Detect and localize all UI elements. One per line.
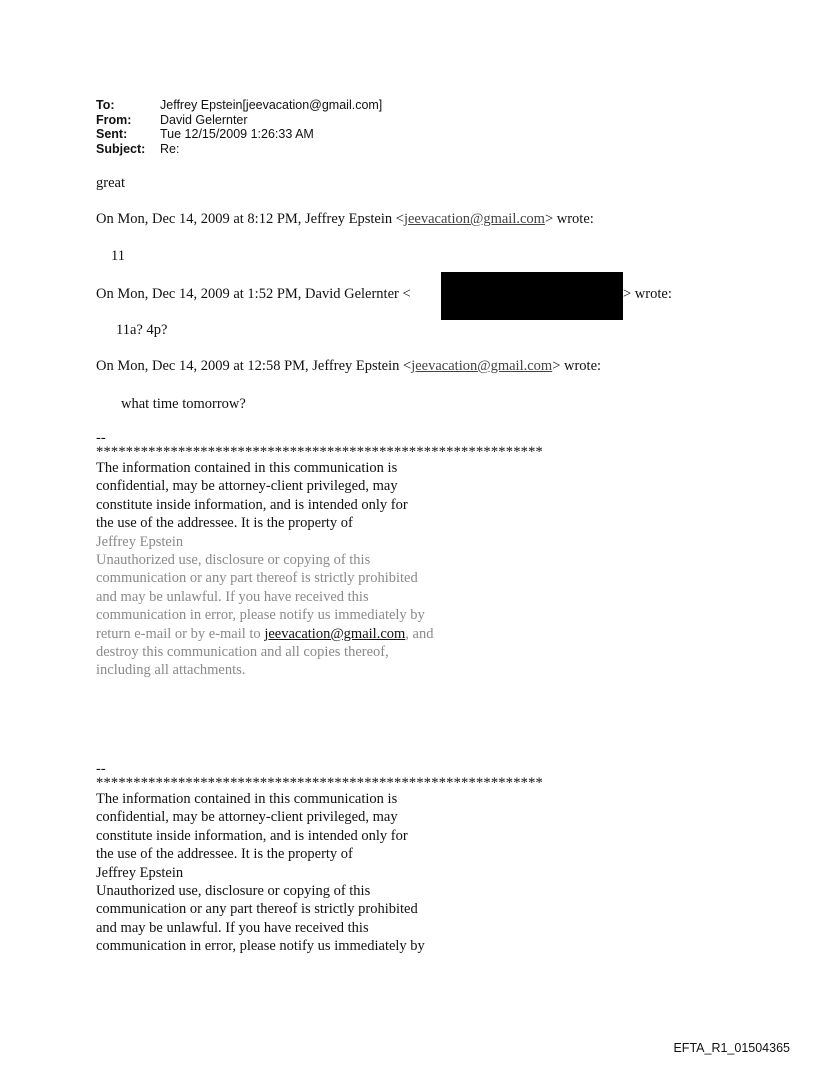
disclaimer-1-return-line [96,625,543,643]
to-label: To: [96,98,115,112]
document-id: EFTA_R1_01504365 [673,1041,790,1055]
to-value: Jeffrey Epstein[jeevacation@gmail.com] [160,98,383,112]
header-from-row [96,113,382,128]
disclaimer-2-line: confidential, may be attorney-client privileged, may [96,809,398,826]
reply-text: great [96,175,125,191]
quote2-attribution-prefix: On Mon, Dec 14, 2009 at 1:52 PM, David Gelernter < [96,286,411,302]
disclaimer-2-stars: ************************************************************ [96,775,543,791]
disclaimer-1 [96,431,543,680]
disclaimer-2 [96,762,543,956]
disclaimer-1-line: destroy this communication and all copies thereof, [96,644,389,661]
from-value: David Gelernter [160,112,248,127]
header-to-row [96,98,382,113]
disclaimer-1-line: confidential, may be attorney-client privileged, may [96,478,398,495]
quote1-suffix: > wrote: [544,211,594,227]
email-header [96,98,382,156]
disclaimer-2-line: communication or any part thereof is strictly prohibited [96,901,418,918]
disclaimer-1-line: communication in error, please notify us immediately by [96,607,425,624]
disclaimer-1-line: Unauthorized use, disclosure or copying of this [96,552,371,569]
sent-value: Tue 12/15/2009 1:26:33 AM [160,127,314,141]
disclaimer-2-line: constitute inside information, and is intended only for [96,827,408,844]
disclaimer-1-line: and may be unlawful. If you have received this [96,588,369,605]
quote3-text: what time tomorrow? [121,396,246,412]
header-sent-row [96,127,382,142]
disclaimer-1-line: The information contained in this communication is [96,460,398,476]
return-prefix: return e-mail or by e-mail to [96,625,265,642]
quote1-prefix: On Mon, Dec 14, 2009 at 8:12 PM, Jeffrey Epstein < [96,211,404,227]
disclaimer-email-link[interactable]: jeevacation@gmail.com [264,625,406,642]
disclaimer-1-line: including all attachments. [96,662,246,679]
quote2-text: 11a? 4p? [116,322,168,338]
disclaimer-2-line: The information contained in this communication is [96,791,398,807]
quote2-attribution-suffix: > wrote: [623,286,672,302]
from-label: From: [96,112,132,127]
disclaimer-1-dashes: -- [96,430,106,446]
disclaimer-2-line: communication in error, please notify us immediately by [96,938,425,955]
quote1-email-link[interactable]: jeevacation@gmail.com [403,211,545,227]
disclaimer-2-line: Unauthorized use, disclosure or copying of this [96,883,371,900]
disclaimer-1-line: constitute inside information, and is intended only for [96,496,408,513]
quote3-email-link[interactable]: jeevacation@gmail.com [411,358,553,374]
quote3-prefix: On Mon, Dec 14, 2009 at 12:58 PM, Jeffrey Epstein < [96,358,412,374]
disclaimer-1-line: the use of the addressee. It is the property of [96,515,353,532]
quote3-suffix: > wrote: [552,358,602,374]
header-subject-row [96,142,382,157]
disclaimer-2-line: Jeffrey Epstein [96,864,184,881]
disclaimer-1-line: communication or any part thereof is strictly prohibited [96,570,418,587]
disclaimer-1-stars: ************************************************************ [96,444,543,460]
subject-value: Re: [160,141,180,156]
quote3-attribution [96,358,601,375]
quote1-text: 11 [111,248,125,264]
sent-label: Sent: [96,127,128,141]
return-suffix: , and [405,625,434,642]
disclaimer-2-line: the use of the addressee. It is the property of [96,846,353,863]
subject-label: Subject: [96,141,146,156]
redaction-block [441,272,623,320]
disclaimer-1-line: Jeffrey Epstein [96,533,184,550]
disclaimer-2-line: and may be unlawful. If you have received this [96,919,369,936]
disclaimer-2-dashes: -- [96,761,106,777]
quote1-attribution [96,211,594,228]
